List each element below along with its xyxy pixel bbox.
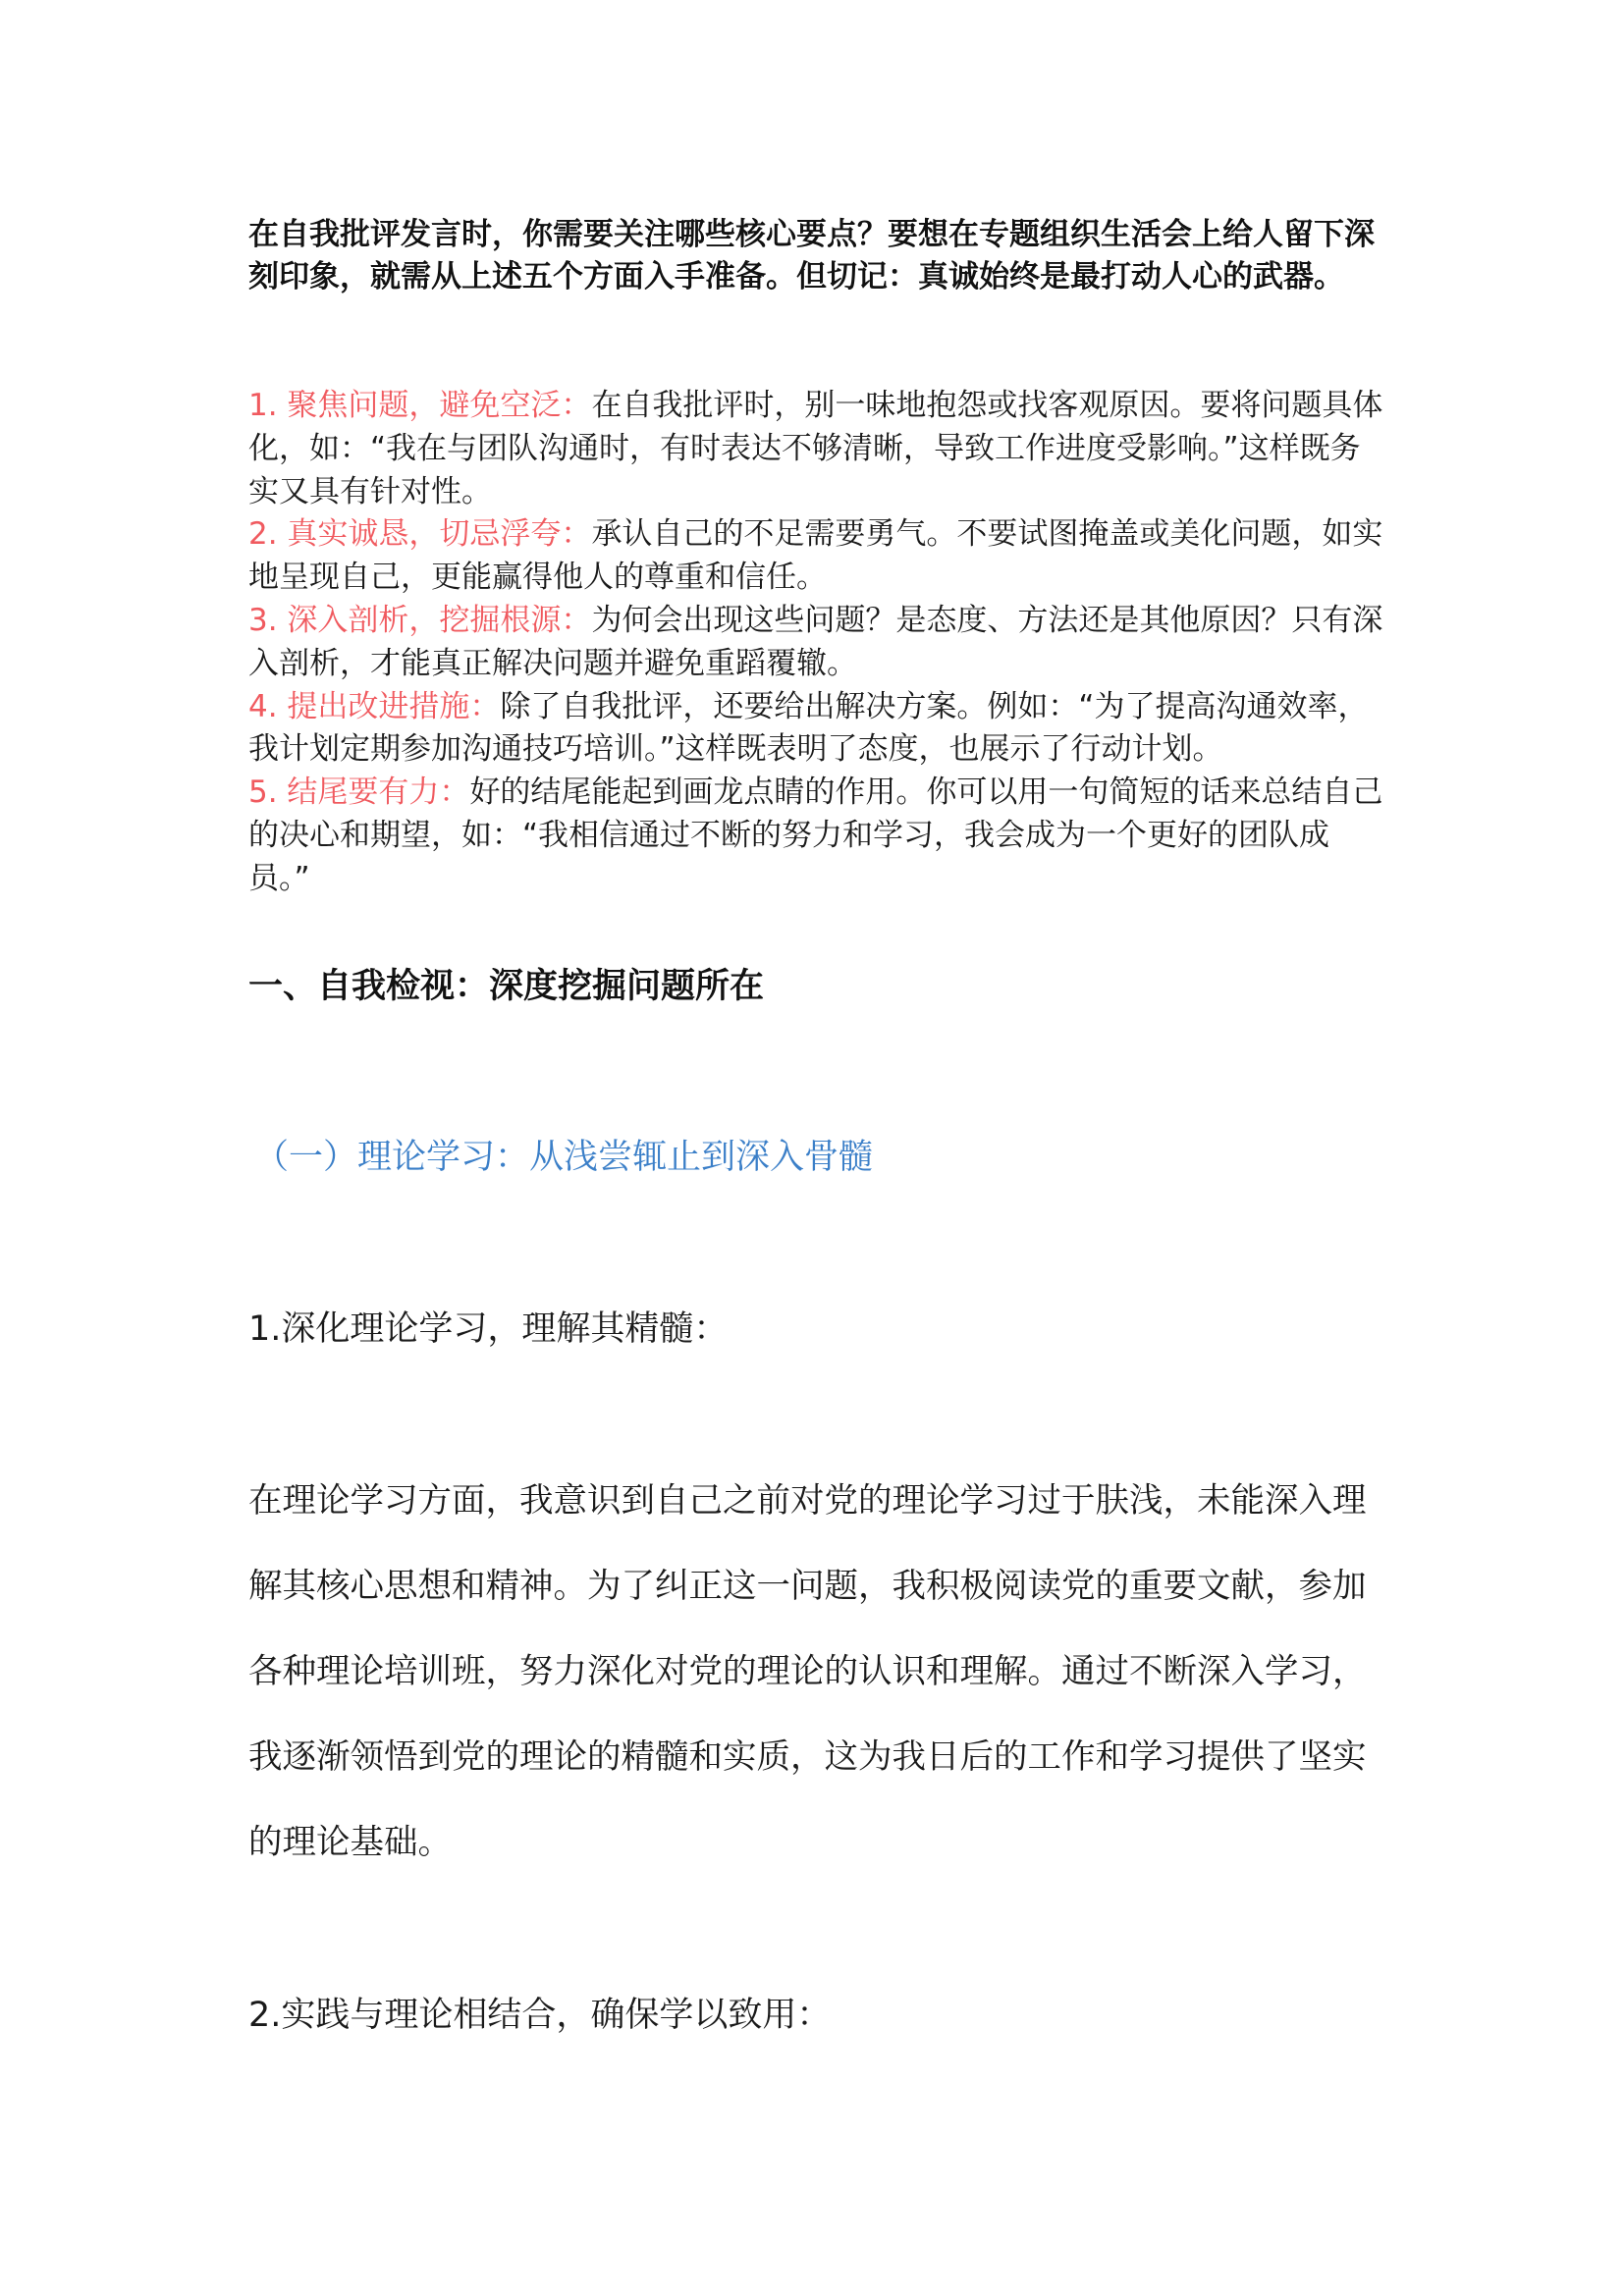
key-points-list [248,385,1387,901]
list-item [248,513,1387,600]
list-item [248,385,1387,513]
point-label: 1. 聚焦问题，避免空泛： [248,388,592,423]
point-text: 为何会出现这些问题？是态度、方法还是其他原因？只有深入剖析，才能真正解决问题并避免重蹈覆辙。 [248,602,1383,681]
point-text: 除了自我批评，还要给出解决方案。例如：“为了提高沟通效率，我计划定期参加沟通技巧培训。”这样既表明了态度，也展示了行动计划。 [248,688,1369,768]
point-label: 5. 结尾要有力： [248,774,470,811]
item1-body: 在理论学习方面，我意识到自己之前对党的理论学习过于肤浅，未能深入理解其核心思想和精神。为了纠正这一问题，我积极阅读党的重要文献，参加各种理论培训班，努力深化对党的理论的认识和理解。通过不断深入学习，我逐渐领悟到党的理论的精髓和实质，这为我日后的工作和学习提供了坚实的理论基础。 [248,1481,1367,1862]
point-label: 4. 提出改进措施： [248,688,501,724]
list-item [248,600,1387,686]
point-label: 3. 深入剖析，挖掘根源： [248,602,592,638]
point-label: 2. 真实诚恳，切忌浮夸： [248,516,592,553]
item2-heading: 2.实践与理论相结合，确保学以致用： [248,1996,832,2035]
section-heading: 一、自我检视：深度挖掘问题所在 [248,967,765,1006]
point-text: 在自我批评时，别一味地抱怨或找客观原因。要将问题具体化，如：“我在与团队沟通时，有时表达不够清晰，导致工作进度受影响。”这样既务实又具有针对性。 [248,388,1383,509]
list-item [248,772,1387,900]
point-text: 承认自己的不足需要勇气。不要试图掩盖或美化问题，如实地呈现自己，更能赢得他人的尊重和信任。 [248,516,1383,596]
list-item [248,686,1387,773]
point-text: 好的结尾能起到画龙点睛的作用。你可以用一句简短的话来总结自己的决心和期望，如：“我相信通过不断的努力和学习，我会成为一个更好的团队成员。” [248,774,1383,896]
subsection-heading: （一）理论学习：从浅尝辄止到深入骨髓 [254,1138,874,1177]
intro-paragraph: 在自我批评发言时，你需要关注哪些核心要点？要想在专题组织生活会上给人留下深刻印象，就需从上述五个方面入手准备。但切记：真诚始终是最打动人心的武器。 [248,217,1375,294]
item1-heading: 1.深化理论学习，理解其精髓： [248,1309,729,1349]
